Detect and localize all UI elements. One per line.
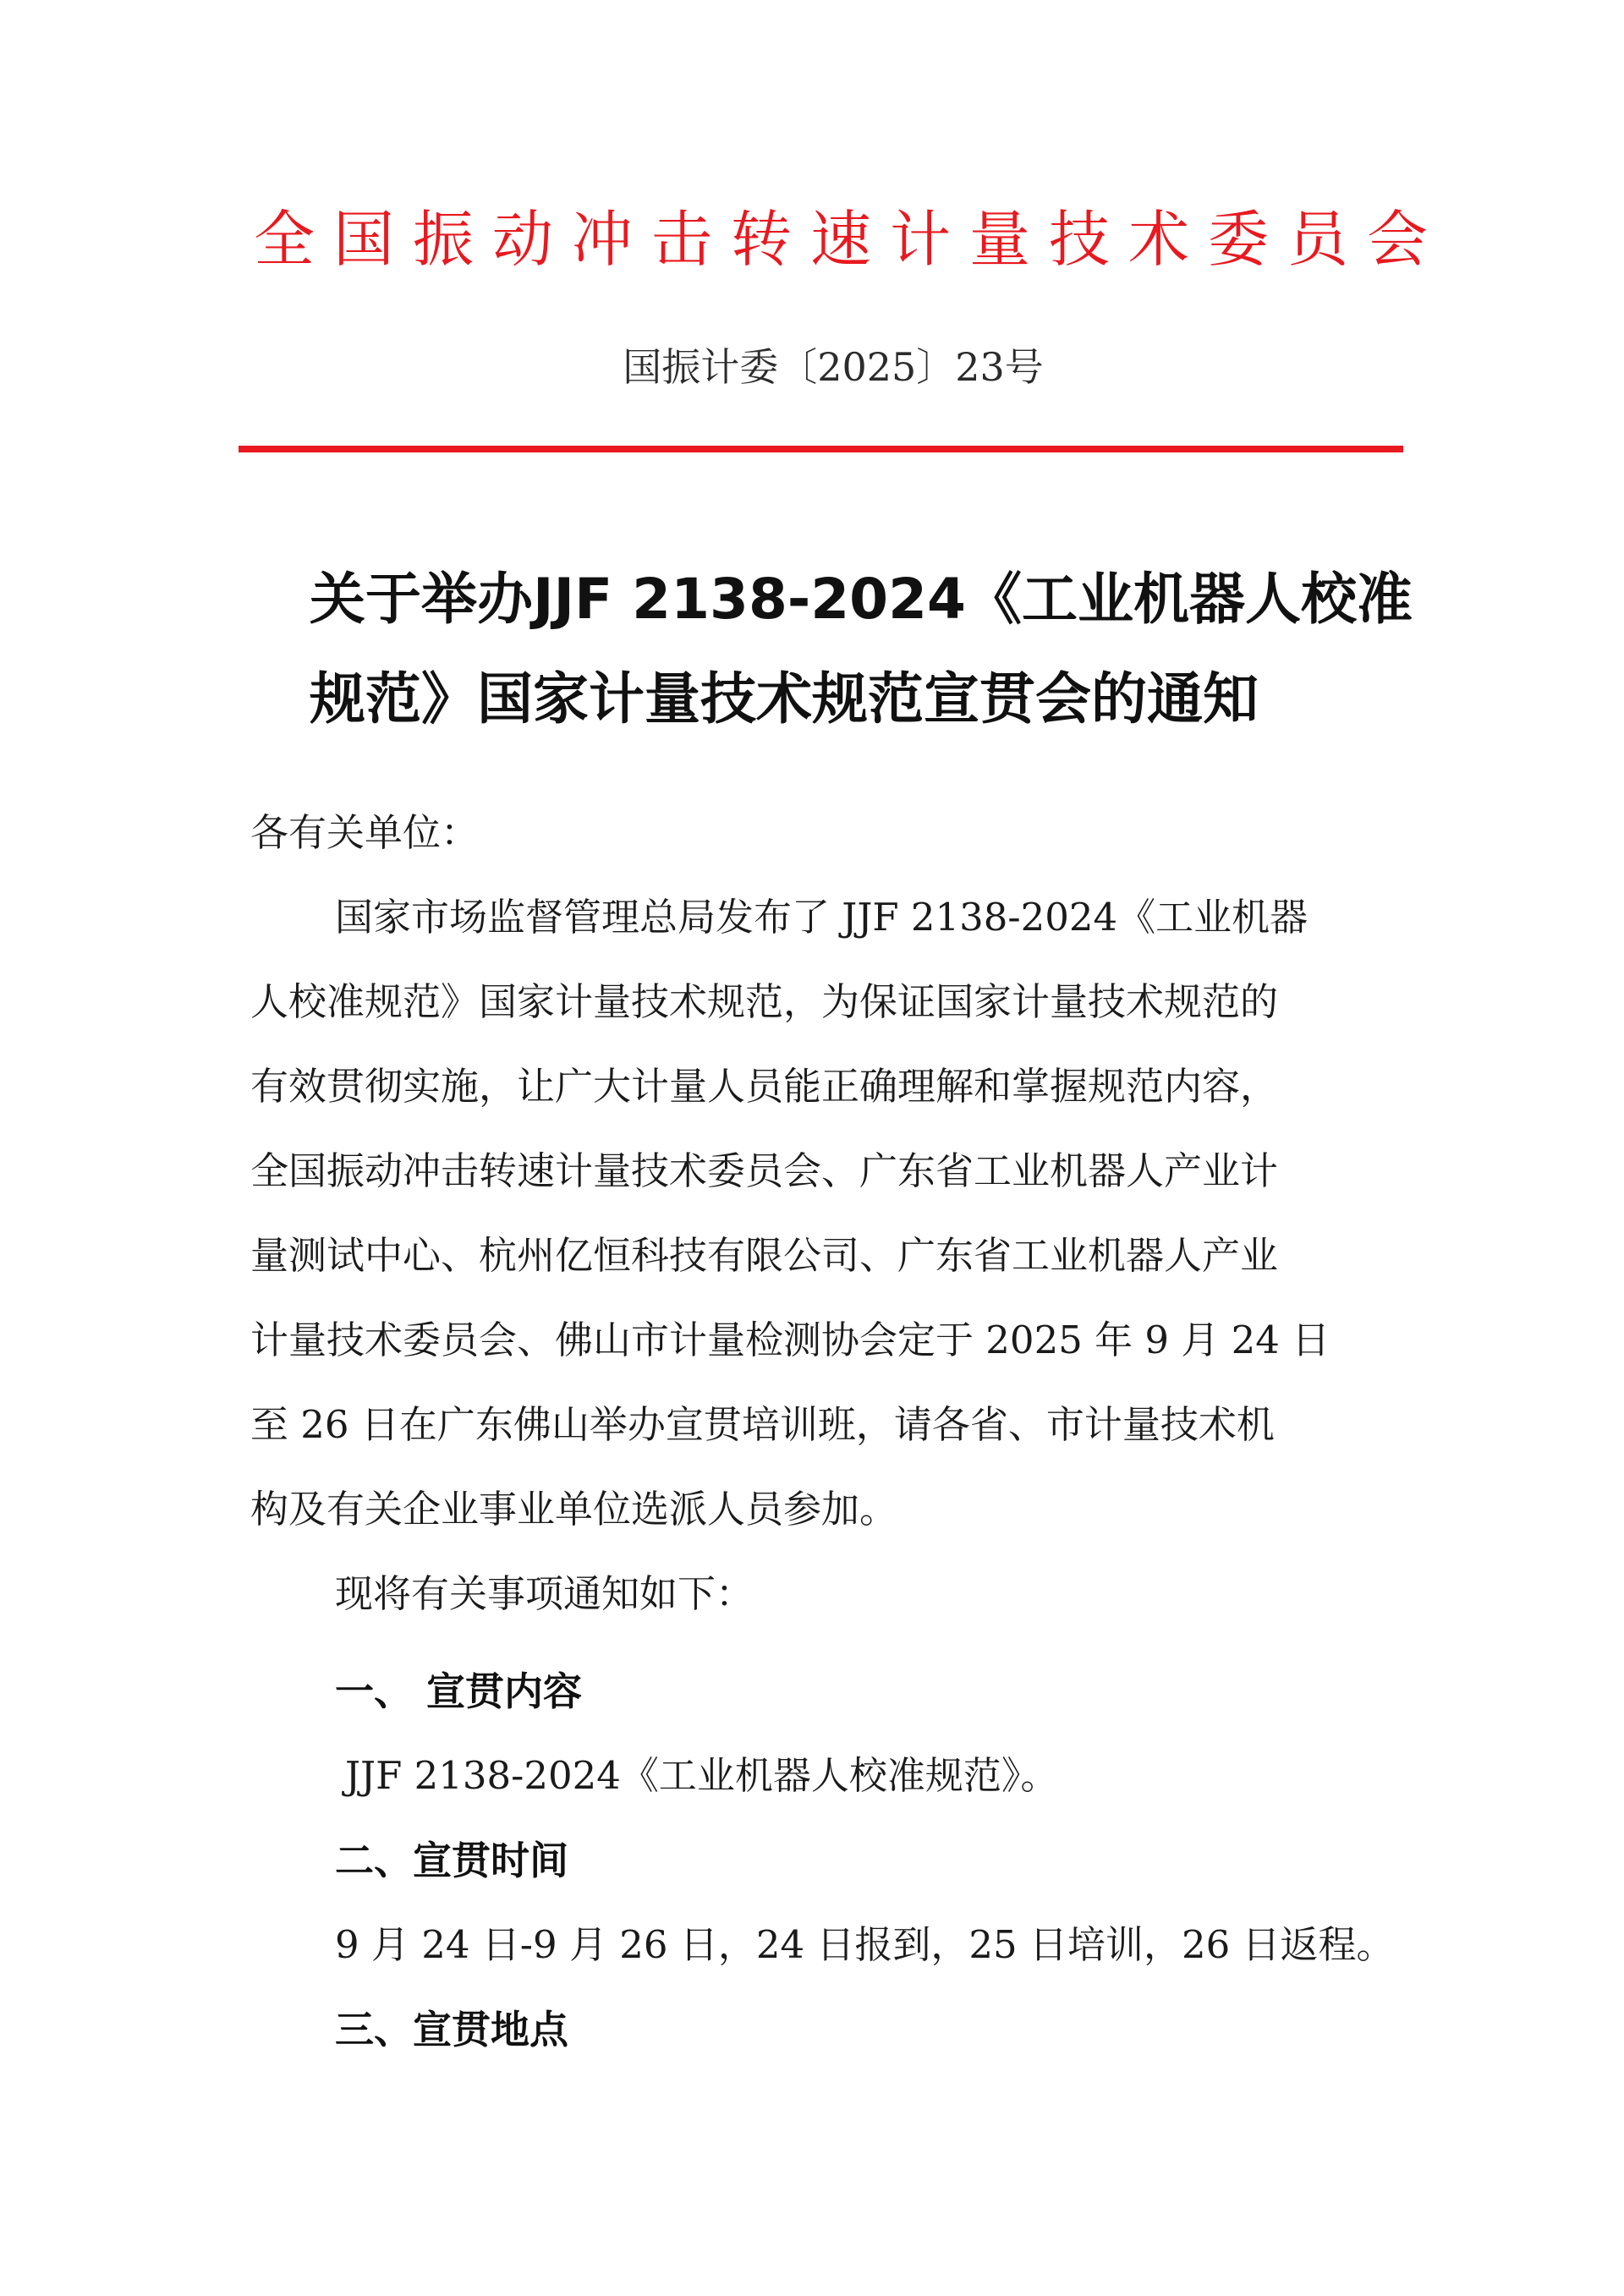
salutation: 各有关单位： (250, 810, 480, 855)
paragraph-line: 人校准规范》国家计量技术规范，为保证国家计量技术规范的 (250, 979, 1279, 1024)
paragraph-line: 量测试中心、杭州亿恒科技有限公司、广东省工业机器人产业 (250, 1233, 1279, 1278)
paragraph-line: 构及有关企业事业单位选派人员参加。 (250, 1487, 898, 1532)
organization-title: 全国振动冲击转速计量技术委员会 (254, 204, 1447, 275)
header-divider (239, 446, 1403, 452)
document-number: 国振计委〔2025〕23号 (623, 344, 1044, 390)
paragraph-line: 至 26 日在广东佛山举办宣贯培训班，请各省、市计量技术机 (250, 1402, 1275, 1447)
intro-line: 现将有关事项通知如下： (335, 1571, 754, 1616)
notice-title (310, 550, 1418, 749)
notice-title-line-2: 规范》国家计量技术规范宣贯会的通知 (310, 666, 1259, 732)
paragraph-line: 国家市场监督管理总局发布了 JJF 2138-2024《工业机器 (335, 895, 1309, 940)
section-content: JJF 2138-2024《工业机器人校准规范》。 (345, 1753, 1059, 1798)
notice-title-line-1: 关于举办JJF 2138-2024《工业机器人校准 (310, 567, 1413, 632)
section-heading-time: 二、宣贯时间 (335, 1838, 568, 1883)
section-heading-location: 三、宣贯地点 (335, 2007, 568, 2052)
paragraph-line: 全国振动冲击转速计量技术委员会、广东省工业机器人产业计 (250, 1148, 1279, 1193)
paragraph-line: 计量技术委员会、佛山市计量检测协会定于 2025 年 9 月 24 日 (250, 1318, 1330, 1362)
paragraph-line: 有效贯彻实施，让广大计量人员能正确理解和掌握规范内容， (250, 1064, 1279, 1109)
section-heading-content: 一、 宣贯内容 (335, 1669, 583, 1714)
section-content: 9 月 24 日-9 月 26 日，24 日报到，25 日培训，26 日返程。 (335, 1922, 1395, 1967)
